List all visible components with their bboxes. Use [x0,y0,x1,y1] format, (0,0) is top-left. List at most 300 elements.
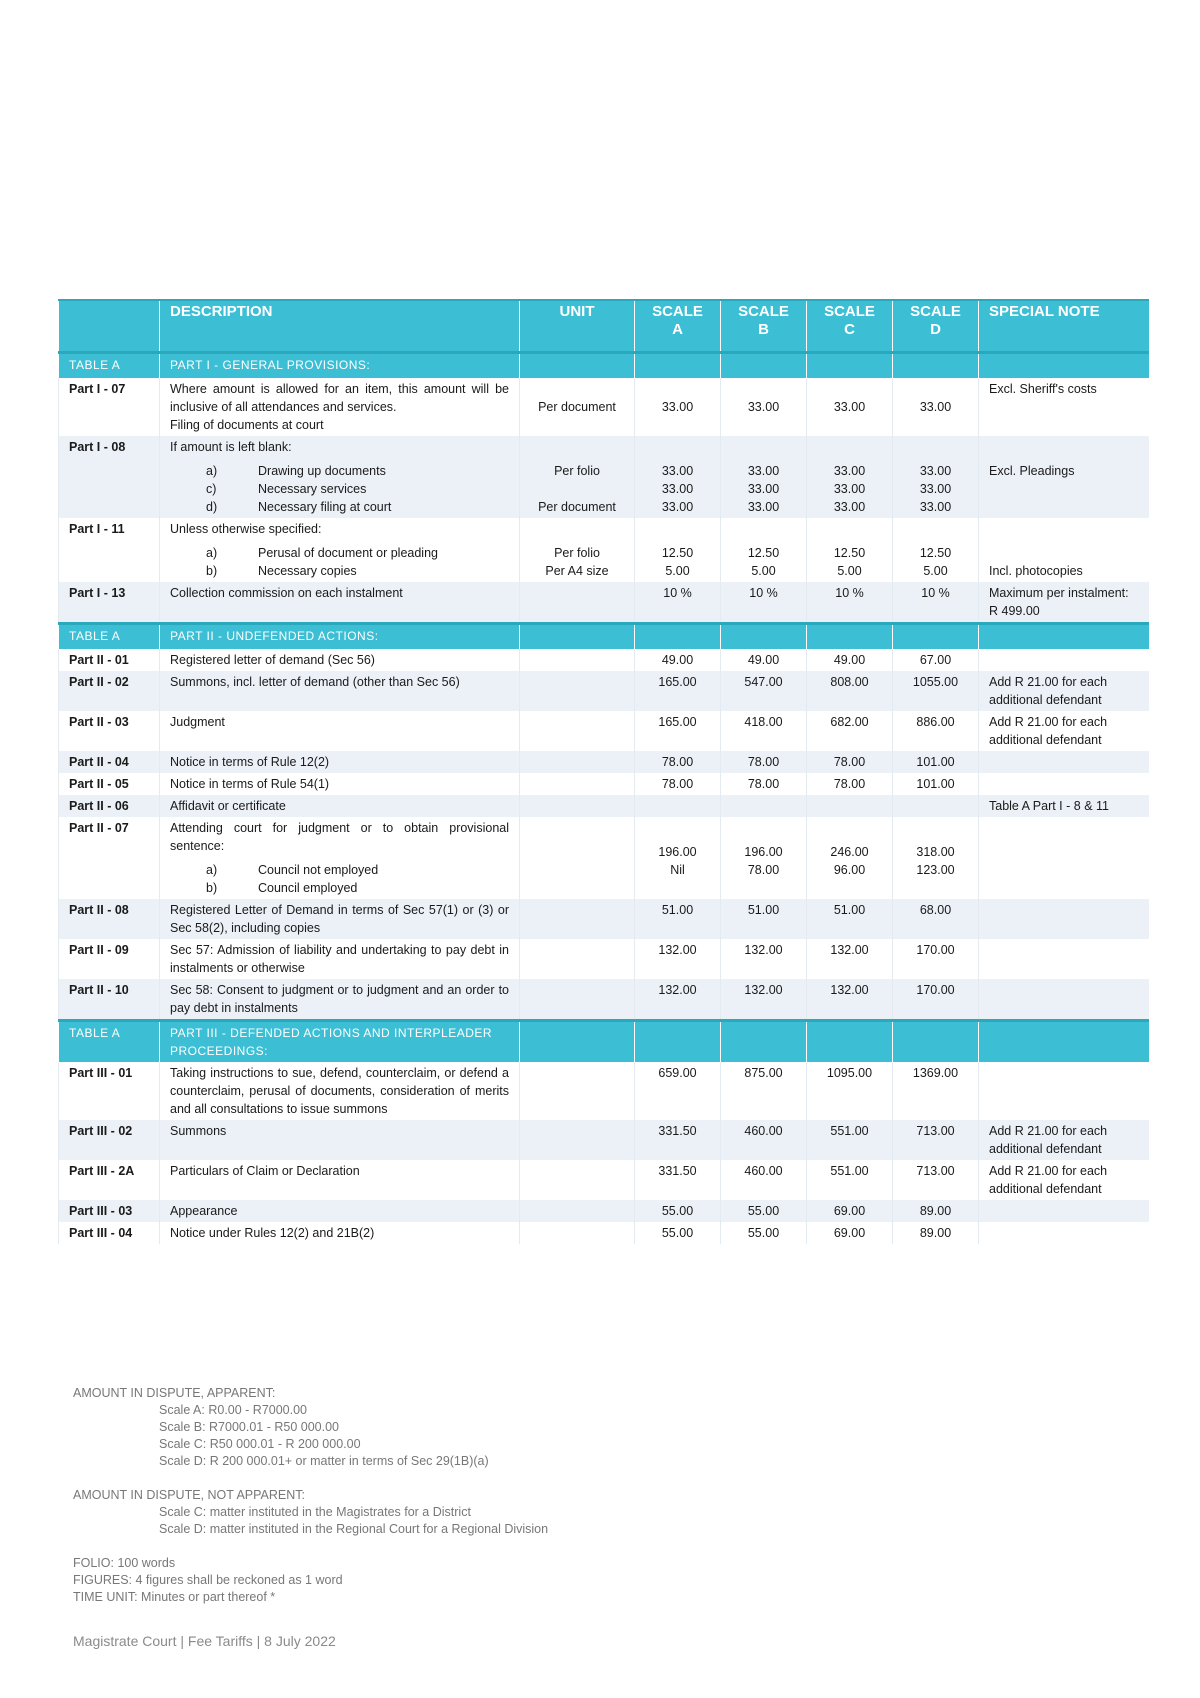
unit-value: Per document [538,400,616,414]
description-line: Summons, incl. letter of demand (other than Sec 56) [170,675,460,689]
row-scale-d [893,1222,979,1244]
section-empty-cell [520,624,635,650]
row-scale-a [635,1120,721,1160]
section-empty-cell [635,1021,721,1063]
unit-value [530,1064,624,1082]
scale-c-value: 551.00 [830,1124,869,1138]
section-table-label: TABLE A [59,1021,160,1063]
header-special-note: SPECIAL NOTE [979,300,1149,353]
row-scale-d [893,436,979,518]
row-code: Part II - 10 [59,979,160,1021]
row-description [160,817,520,899]
special-note-text [989,1224,1139,1242]
scale-b-value: 33.00 [747,464,780,478]
scale-a-value: 165.00 [658,715,697,729]
row-scale-c [807,817,893,899]
row-code: Part III - 01 [59,1062,160,1120]
row-scale-b [721,1160,807,1200]
scale-c-value: 1095.00 [826,1066,873,1080]
scale-b-value: 12.50 [747,546,780,560]
special-note-text: Excl. Pleadings [989,464,1075,478]
row-special-note [979,979,1149,1021]
sub-item [170,562,509,580]
notes-block [73,1385,548,1606]
notes-heading: AMOUNT IN DISPUTE, NOT APPARENT: [73,1488,305,1502]
special-note-text: Maximum per instalment: R 499.00 [989,586,1129,618]
row-unit [520,1062,635,1120]
row-special-note [979,649,1149,671]
scale-b-value: 55.00 [747,1204,780,1218]
description-line: Attending court for judgment or to obtain provisional sentence: [170,821,509,853]
unit-value [530,584,624,602]
row-special-note [979,795,1149,817]
unit-value [530,901,624,919]
scale-a-value: 33.00 [661,464,694,478]
unit-value [530,1162,624,1180]
row-scale-c [807,1120,893,1160]
row-code: Part III - 04 [59,1222,160,1244]
row-scale-a [635,378,721,436]
description-line: Collection commission on each instalment [170,586,403,600]
row-special-note [979,1062,1149,1120]
scale-c-value [817,380,882,398]
table-row [59,1120,1149,1160]
row-special-note [979,773,1149,795]
scale-b-value: 132.00 [744,983,783,997]
row-special-note [979,436,1149,518]
scale-d-value: 33.00 [919,464,952,478]
scale-d-value: 101.00 [916,755,955,769]
scale-a-value: 78.00 [661,755,694,769]
scale-a-line [645,819,710,837]
sub-item [170,544,509,562]
notes-gap [73,1470,548,1487]
scale-a-value: 5.00 [665,564,690,578]
special-note-text [989,544,1139,562]
table-header-row [59,300,1149,353]
unit-value [530,1224,624,1242]
tariff-table [58,299,1149,1244]
scale-b-value: 5.00 [751,564,776,578]
header-scale-c: SCALE C [807,300,893,353]
row-scale-c [807,751,893,773]
scale-c-value: 808.00 [830,675,869,689]
scale-definition: Scale B: R7000.01 - R50 000.00 [159,1420,339,1434]
row-scale-d [893,979,979,1021]
table-row [59,711,1149,751]
row-code: Part I - 08 [59,436,160,518]
scale-a-value: Nil [670,863,685,877]
row-code: Part II - 03 [59,711,160,751]
unit-value [530,843,624,861]
scale-definition: Scale D: matter instituted in the Regional Court for a Regional Division [159,1522,549,1536]
special-note-text: Add R 21.00 for each additional defendant [989,715,1108,747]
scale-c-line [817,438,882,456]
row-description [160,1062,520,1120]
description-line: Registered Letter of Demand in terms of Sec 57(1) or (3) or Sec 58(2), including copies [170,903,509,935]
table-row [59,899,1149,939]
scale-a-line [645,520,710,538]
row-description [160,1200,520,1222]
scale-d-value: 33.00 [919,400,952,414]
sub-item-text: Necessary copies [258,564,357,578]
row-description [160,979,520,1021]
section-empty-cell [520,1021,635,1063]
row-scale-a [635,518,721,582]
description-line: Notice under Rules 12(2) and 21B(2) [170,1226,375,1240]
section-header-row [59,353,1149,379]
row-unit [520,795,635,817]
row-scale-a [635,773,721,795]
row-code: Part III - 03 [59,1200,160,1222]
section-header-row [59,1021,1149,1063]
scale-a-value: 55.00 [661,1204,694,1218]
description-line: Unless otherwise specified: [170,522,322,536]
scale-c-value: 33.00 [833,482,866,496]
special-note-text [989,775,1139,793]
row-scale-c [807,671,893,711]
scale-d-value: 68.00 [919,903,952,917]
row-code: Part II - 02 [59,671,160,711]
sub-item-letter: b) [206,564,218,578]
section-empty-cell [979,353,1149,379]
row-code: Part II - 01 [59,649,160,671]
row-scale-b [721,378,807,436]
table-row [59,773,1149,795]
scale-c-value: 78.00 [833,755,866,769]
row-scale-b [721,795,807,817]
unit-value [530,713,624,731]
row-special-note [979,1120,1149,1160]
row-description [160,711,520,751]
scale-a-value [645,380,710,398]
notes-heading: FIGURES: 4 figures shall be reckoned as 1 word [73,1573,343,1587]
scale-d-value: 123.00 [916,863,955,877]
scale-b-value: 33.00 [747,400,780,414]
row-scale-c [807,1200,893,1222]
scale-b-value: 875.00 [744,1066,783,1080]
row-scale-a [635,1200,721,1222]
special-note-text: Add R 21.00 for each additional defendant [989,1164,1108,1196]
special-note-text [989,843,1139,861]
sub-item-text: Necessary services [258,482,367,496]
scale-c-value: 132.00 [830,983,869,997]
row-unit [520,817,635,899]
unit-value [530,1202,624,1220]
unit-value [530,775,624,793]
row-code: Part II - 05 [59,773,160,795]
scale-c-value: 551.00 [830,1164,869,1178]
row-code: Part II - 07 [59,817,160,899]
row-unit [520,979,635,1021]
scale-c-value: 33.00 [833,464,866,478]
description-line: Affidavit or certificate [170,799,286,813]
scale-d-value: 318.00 [916,845,955,859]
row-scale-c [807,979,893,1021]
scale-a-value: 196.00 [658,845,697,859]
scale-b-value: 55.00 [747,1226,780,1240]
row-scale-d [893,1062,979,1120]
table-row [59,1160,1149,1200]
row-scale-c [807,1160,893,1200]
special-note-text: Incl. photocopies [989,564,1083,578]
scale-d-value: 1369.00 [912,1066,959,1080]
special-note-text [989,480,1139,498]
scale-d-line [903,438,968,456]
scale-definition: Scale C: R50 000.01 - R 200 000.00 [159,1437,361,1451]
scale-a-value: 33.00 [661,400,694,414]
section-empty-cell [807,624,893,650]
row-unit [520,773,635,795]
scale-a-value: 49.00 [661,653,694,667]
scale-c-value: 33.00 [833,500,866,514]
notes-gap [73,1538,548,1555]
scale-c-value: 78.00 [833,777,866,791]
row-scale-b [721,582,807,624]
special-note-text: Table A Part I - 8 & 11 [989,799,1109,813]
scale-c-value: 682.00 [830,715,869,729]
row-special-note [979,939,1149,979]
table-row [59,751,1149,773]
row-scale-c [807,649,893,671]
table-row [59,582,1149,624]
sub-item-text: Necessary filing at court [258,500,392,514]
scale-a-value: 33.00 [661,482,694,496]
unit-value [530,753,624,771]
row-scale-b [721,518,807,582]
special-note-text: Add R 21.00 for each additional defendant [989,675,1108,707]
row-description [160,378,520,436]
unit-value [530,797,624,815]
scale-b-line [731,438,796,456]
sub-item-letter: d) [206,500,218,514]
scale-d-value: 1055.00 [912,675,959,689]
scale-a-value: 55.00 [661,1226,694,1240]
table-row [59,671,1149,711]
sub-item [170,879,509,897]
scale-c-value: 49.00 [833,653,866,667]
row-unit [520,649,635,671]
row-scale-a [635,1160,721,1200]
scale-c-value: 33.00 [833,400,866,414]
sub-item [170,861,509,879]
description-line: If amount is left blank: [170,440,292,454]
row-scale-d [893,817,979,899]
scale-d-value [903,380,968,398]
sub-item [170,462,509,480]
row-scale-b [721,899,807,939]
scale-a-value: 51.00 [661,903,694,917]
table-row [59,1200,1149,1222]
row-scale-a [635,795,721,817]
row-scale-b [721,817,807,899]
unit-value [530,1122,624,1140]
scale-b-value: 78.00 [747,863,780,877]
scale-c-value: 10 % [835,586,864,600]
row-scale-a [635,979,721,1021]
row-scale-d [893,518,979,582]
scale-b-value: 33.00 [747,500,780,514]
row-scale-b [721,939,807,979]
sub-item [170,498,509,516]
row-unit [520,711,635,751]
table-row [59,1222,1149,1244]
section-table-label: TABLE A [59,624,160,650]
row-scale-c [807,939,893,979]
special-note-text [989,861,1139,879]
row-unit [520,751,635,773]
sub-item-letter: a) [206,546,218,560]
row-scale-d [893,795,979,817]
unit-line [530,520,624,538]
unit-value: Per folio [554,464,600,478]
row-scale-c [807,1222,893,1244]
description-line: Summons [170,1124,227,1138]
scale-a-value: 10 % [663,586,692,600]
section-empty-cell [893,1021,979,1063]
special-note-text [989,1064,1139,1082]
section-empty-cell [520,353,635,379]
tariff-body [59,353,1149,1245]
row-scale-a [635,1222,721,1244]
row-unit [520,518,635,582]
sub-item-text: Drawing up documents [258,464,386,478]
scale-b-value: 51.00 [747,903,780,917]
scale-b-value: 33.00 [747,482,780,496]
sub-item-text: Council not employed [258,863,379,877]
section-table-label: TABLE A [59,353,160,379]
unit-value [530,981,624,999]
row-unit [520,436,635,518]
description-line: Notice in terms of Rule 12(2) [170,755,330,769]
row-scale-b [721,1222,807,1244]
notes-heading: FOLIO: 100 words [73,1556,176,1570]
row-special-note [979,751,1149,773]
row-scale-a [635,751,721,773]
description-line: Judgment [170,715,225,729]
row-special-note [979,711,1149,751]
row-scale-a [635,671,721,711]
section-empty-cell [721,624,807,650]
row-scale-a [635,899,721,939]
scale-a-value: 331.50 [658,1124,697,1138]
scale-definition: Scale A: R0.00 - R7000.00 [159,1403,308,1417]
row-scale-c [807,1062,893,1120]
unit-value: Per document [538,500,616,514]
special-note-text [989,753,1139,771]
row-description [160,773,520,795]
row-scale-b [721,1200,807,1222]
row-unit [520,671,635,711]
row-description [160,1160,520,1200]
note-line [989,819,1139,837]
section-title: PART III - DEFENDED ACTIONS AND INTERPLEADER PROCEEDINGS: [160,1021,520,1063]
scale-b-value: 196.00 [744,845,783,859]
row-scale-b [721,671,807,711]
sub-item-letter: c) [206,482,217,496]
row-scale-c [807,899,893,939]
row-scale-c [807,711,893,751]
scale-d-value: 89.00 [919,1204,952,1218]
sub-item [170,480,509,498]
header-scale-a: SCALE A [635,300,721,353]
row-special-note [979,378,1149,436]
sub-item-letter: b) [206,881,218,895]
scale-d-value: 33.00 [919,482,952,496]
section-empty-cell [893,353,979,379]
row-scale-a [635,711,721,751]
row-unit [520,582,635,624]
scale-a-value [645,797,710,815]
row-scale-a [635,582,721,624]
row-scale-a [635,436,721,518]
row-description [160,899,520,939]
scale-a-value: 78.00 [661,777,694,791]
scale-d-value: 67.00 [919,653,952,667]
row-scale-a [635,649,721,671]
scale-definition: Scale C: matter instituted in the Magistrates for a District [159,1505,471,1519]
row-scale-b [721,751,807,773]
section-empty-cell [893,624,979,650]
scale-d-value: 89.00 [919,1226,952,1240]
unit-line [530,438,624,456]
header-code [59,300,160,353]
row-code: Part II - 09 [59,939,160,979]
description-line: Where amount is allowed for an item, this amount will be inclusive of all attendances and services. [170,382,509,414]
table-row [59,795,1149,817]
scale-d-value: 101.00 [916,777,955,791]
scale-c-line [817,520,882,538]
row-scale-d [893,1120,979,1160]
row-scale-d [893,671,979,711]
sub-item-text: Council employed [258,881,358,895]
row-scale-d [893,939,979,979]
scale-a-value: 165.00 [658,675,697,689]
unit-value [530,380,624,398]
row-description [160,582,520,624]
scale-definition: Scale D: R 200 000.01+ or matter in terms of Sec 29(1B)(a) [159,1454,489,1468]
table-row [59,518,1149,582]
scale-a-value: 659.00 [658,1066,697,1080]
scale-b-value: 547.00 [744,675,783,689]
description-line: Particulars of Claim or Declaration [170,1164,360,1178]
header-unit: UNIT [520,300,635,353]
row-scale-d [893,649,979,671]
row-scale-a [635,939,721,979]
row-scale-b [721,773,807,795]
unit-value [530,861,624,879]
special-note-text [989,1202,1139,1220]
row-scale-a [635,817,721,899]
scale-b-value: 132.00 [744,943,783,957]
special-note-text [989,981,1139,999]
scale-d-value: 713.00 [916,1124,955,1138]
section-empty-cell [635,353,721,379]
table-row [59,979,1149,1021]
row-description [160,751,520,773]
section-empty-cell [807,1021,893,1063]
description-line: Sec 57: Admission of liability and undertaking to pay debt in instalments or otherwise [170,943,509,975]
row-scale-d [893,582,979,624]
scale-c-value: 12.50 [833,546,866,560]
row-scale-c [807,773,893,795]
scale-c-value [817,797,882,815]
note-line [989,520,1139,538]
row-scale-a [635,1062,721,1120]
notes-heading: AMOUNT IN DISPUTE, APPARENT: [73,1386,276,1400]
row-description [160,1222,520,1244]
row-description [160,939,520,979]
